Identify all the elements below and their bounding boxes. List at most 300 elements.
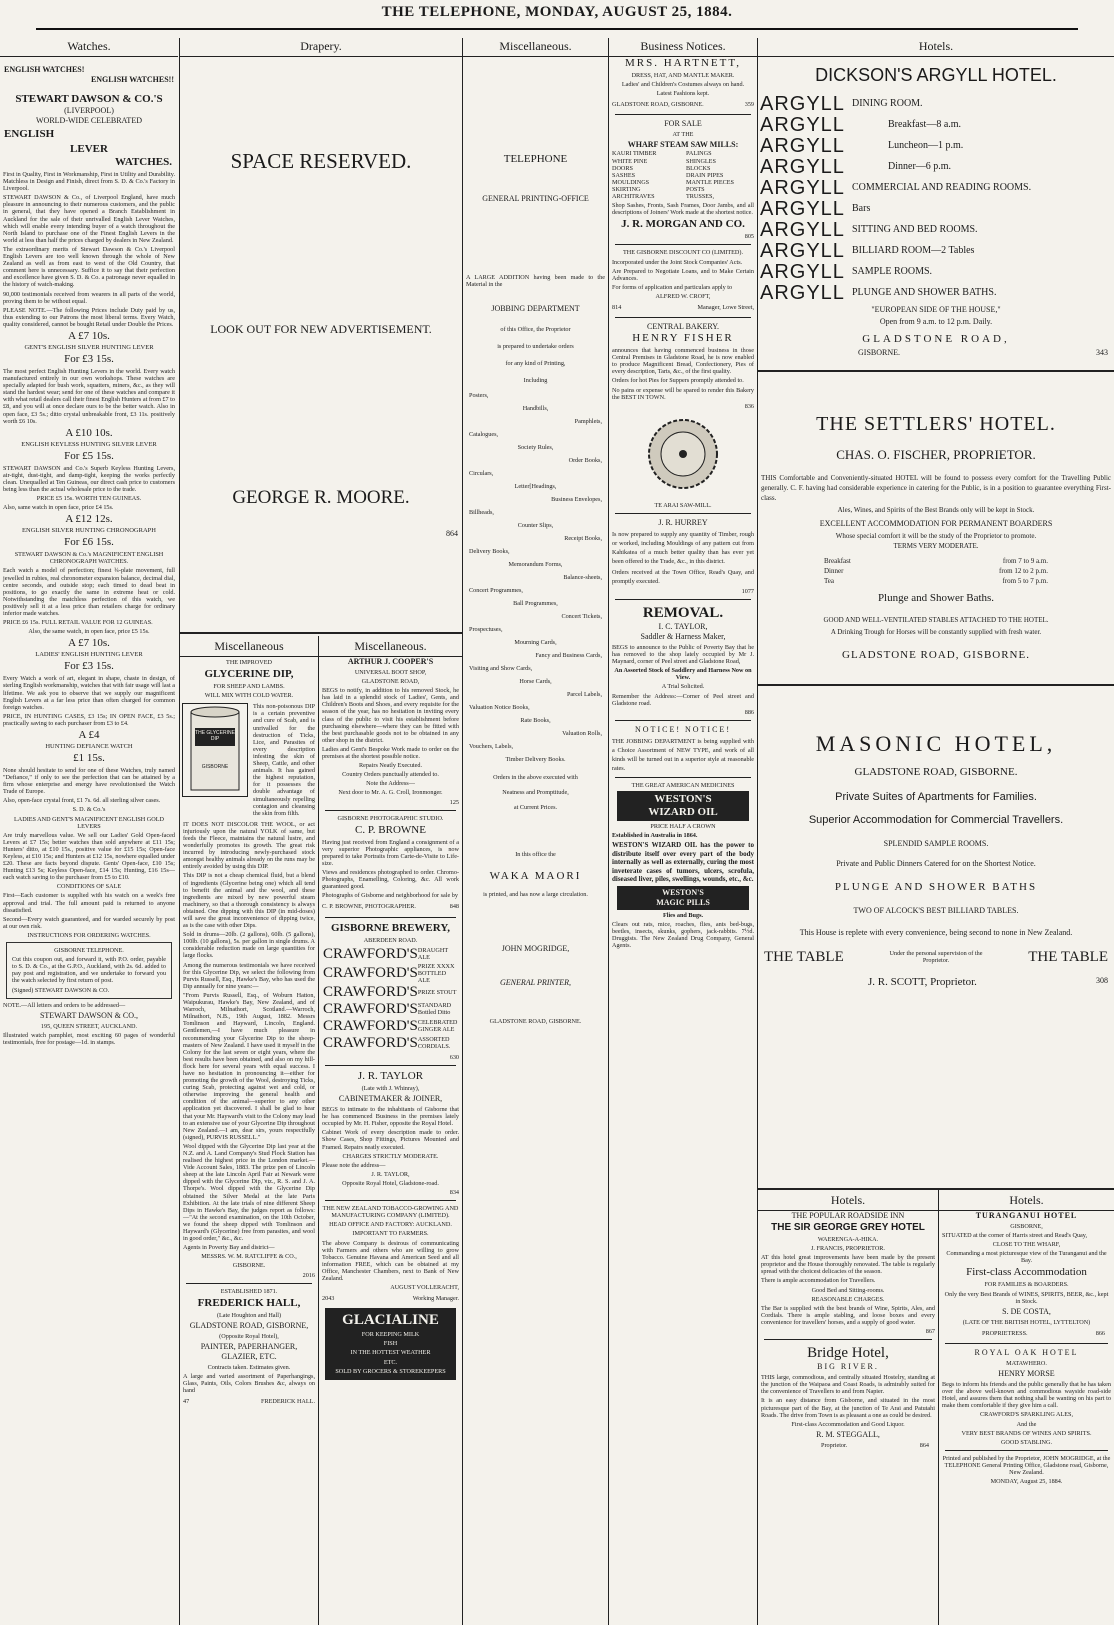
body-text: CRAWFORD'S SPARKLING ALES, [979, 1411, 1074, 1419]
price-heading: A £10 10s. [65, 426, 113, 439]
body-text: In this office the [515, 850, 556, 858]
watch-type: ENGLISH KEYLESS HUNTING SILVER LEVER [21, 440, 157, 448]
body-text: Views and residences photographed to order. Chromo-Photographs, Enamelling, Coloring, &c. All work guaranteed good. [322, 869, 459, 891]
body-text: for any kind of Printing, [505, 360, 566, 368]
body-text: PLUNGE AND SHOWER BATHS [834, 881, 1038, 894]
saw-blade-icon [643, 414, 723, 494]
meal-time: from 5 to 7 p.m. [1002, 577, 1048, 586]
look-out-notice: LOOK OUT FOR NEW ADVERTISEMENT. [210, 322, 432, 336]
address: 195, QUEEN STREET, AUCKLAND. [40, 1022, 138, 1030]
ad-heading: HEAD OFFICE AND FACTORY: AUCKLAND. [329, 1221, 452, 1229]
brewery-row [323, 984, 458, 1001]
body-text: Next door to Mr. A. G. Croll, Ironmonger. [338, 789, 443, 797]
argyll-row [760, 198, 1114, 219]
sale-item: DOORS [612, 164, 633, 172]
body-text: THIS Comfortable and Conveniently-situated HOTEL will be found to possess every comfort for the Travelling Public generally. C. F. having had considerable experience in catering for the Public, is in a position to guarantee everything First-class. [761, 474, 1111, 502]
can-label: THE GLYCERINE DIP [195, 730, 235, 743]
ad-heading: WILL MIX WITH COLD WATER. [204, 692, 294, 700]
signature: JOHN MOGRIDGE, [501, 944, 570, 954]
hall-footer [180, 1396, 318, 1407]
sale-item: SASHES [612, 171, 636, 179]
hotel-name: THE SETTLERS' HOTEL. [816, 413, 1056, 435]
section-header: Hotels. [758, 36, 1114, 57]
ad-number: 864 [919, 1441, 929, 1449]
body-text: It is an easy distance from Gisborne, and situated in the most picturesque part of the Bay, at the junction of Te Arai and Patutahi Roads. The drive from Town is as pleasant a one as could be desired. [761, 1397, 935, 1419]
argyll-row [760, 177, 1114, 198]
can-label: GISBORNE [201, 764, 229, 771]
ad-heading: FOR SALE [664, 119, 702, 129]
ad-heading: HENRY FISHER [632, 332, 734, 345]
section-rule [758, 684, 1114, 686]
rule [615, 599, 751, 600]
brewery-product: PRIZE STOUT [417, 988, 457, 996]
price: For £3 15s. [64, 660, 114, 673]
printing-item: Fancy and Business Cards, [535, 651, 602, 659]
brewery-row [323, 946, 458, 963]
ad-heading: THE POPULAR ROADSIDE INN [791, 1211, 905, 1220]
dip-row [180, 701, 318, 819]
body-text: AT this hotel great improvements have been made by the present proprietor and the House thoroughly renovated. The table is regularly spread with the choicest delicacies of the season. [761, 1254, 935, 1276]
section-subhead: INSTRUCTIONS FOR ORDERING WATCHES. [27, 931, 151, 939]
body-text: BEGS to intimate to the inhabitants of Gisborne that he has commenced Business in the premises lately occupied by Mr. H. Fisher, opposite the Royal Hotel. [322, 1106, 459, 1128]
ad-heading: ARTHUR J. COOPER'S [347, 657, 434, 666]
sale-item: ARCHITRAVES [612, 193, 655, 201]
body-text: First—Each customer is supplied with his watch on a week's free approval and trial. The full amount paid is returned to anyone dissatisfied. [3, 892, 175, 914]
argyll-word: ARGYLL [760, 155, 845, 178]
body-text: There is ample accommodation for Travellers. [761, 1277, 876, 1285]
imprint-date: MONDAY, August 25, 1884. [990, 1478, 1063, 1486]
sale-item: MANTLE PIECES [686, 178, 734, 186]
body-text: Ales, Wines, and Spirits of the Best Brands only will be kept in Stock. [837, 506, 1035, 514]
rule [615, 777, 751, 778]
address: Manager, Lowe Street, [697, 303, 754, 311]
section-rule [758, 370, 1114, 372]
printing-item: Horse Cards, [519, 677, 552, 685]
headline: ENGLISH WATCHES!! [90, 75, 174, 84]
ad-number: 866 [1095, 1329, 1105, 1337]
argyll-word: ARGYLL [760, 260, 845, 283]
ad-number: 343 [1096, 348, 1108, 357]
price-heading: A £7 10s. [68, 329, 110, 342]
body-text: MESSRS. W. M. RATCLIFFE & CO., [201, 1253, 297, 1261]
coupon-title: GISBORNE TELEPHONE. [54, 947, 124, 955]
argyll-row [760, 282, 1114, 303]
body-text: The most perfect English Hunting Levers in the world. Every watch manufactured entirely in our own workshops. These watches are specially adapted for bush work, squatters, miners, &c., as they will stand the hardest wear; send for one of these watches and compare it with what retail dealers call their finest English Hunters at from £7 to £8, and you will at once declare ours to be the better watch. Also in open face, £3 5s.; ditto crystal unbreakable front, £3 11s. positively worth £6 10s. [3, 367, 175, 425]
table-banner: THE TABLE [764, 949, 844, 966]
printing-item: Vouchers, Labels, [469, 742, 514, 750]
ad-heading: GLAZIER, ETC. [221, 1351, 277, 1361]
body-text: "EUROPEAN SIDE OF THE HOUSE," [871, 305, 1001, 314]
meal-name: Breakfast [824, 557, 851, 566]
printing-item: Counter Slips, [517, 521, 554, 529]
signature: FREDERICK HALL. [261, 1398, 315, 1406]
brewery-product: STANDARD Bottled Ditto [417, 1002, 452, 1017]
masthead [0, 0, 1114, 38]
body-text: "From Purvis Russell, Esq., of Woburn Hatton, Waipukurau, Hawke's Bay, New Zealand, and of Warroch, Milnathort, Scotland.—Warroch, Milnathort, N.B., 19th August, 1882. Messrs Tomlinson and Hayward, Lincoln, England. Gentlemen,—I have much pleasure in recommending your Glycerine Dip to the sheep-masters of New Zealand. I have used it myself in the Colony for the last seven or eight years, where the best results have been obtained, and also on my hill-flock here for several years with equal success. I have no hesitation in pronouncing it—either for promoting the growth of the Wool, destroying Ticks, curing Scab, protecting against wet and cold, or otherwise improving the general health and condition of the animal—superior to any other application yet discovered. I shall be glad to hear that your Mr. Hayward's visit to the Colony may lead to an extensive use of your Glycerine Dip throughout New Zealand.—I am, dear sirs, yours respectfully (signed), PURVIS RUSSELL." [183, 991, 315, 1141]
section-header: Miscellaneous. [319, 636, 462, 657]
ad-heading: GISBORNE BREWERY, [330, 921, 451, 934]
hotel-name: ROYAL OAK HOTEL [974, 1347, 1079, 1357]
brewery-row [323, 1001, 458, 1018]
argyll-word: ARGYLL [760, 92, 845, 115]
rule [615, 513, 751, 514]
sale-list [609, 150, 757, 200]
ad-heading: J. R. TAYLOR [357, 1070, 424, 1082]
argyll-row [760, 135, 1114, 156]
printing-item: Delivery Books, [469, 547, 510, 555]
ad-number: 2043 [322, 1295, 335, 1303]
advertiser-name: GEORGE R. MOORE. [232, 487, 410, 508]
table-banner: THE TABLE [1028, 949, 1108, 966]
drapery-section [180, 36, 462, 636]
printing-item: Rate Books, [520, 716, 551, 724]
body-text: Commanding a most picturesque view of the Turanganui and the Bay. [946, 1250, 1107, 1265]
body-text: TERMS VERY MODERATE. [893, 542, 979, 550]
printing-item: Ball Programmes, [513, 599, 558, 607]
ad-number: 2016 [302, 1271, 315, 1279]
body-text: SITUATED at the corner of Harris street and Read's Quay, [942, 1232, 1088, 1240]
body-text: GOOD STABLING. [1000, 1438, 1053, 1446]
argyll-word: ARGYLL [760, 176, 845, 199]
printing-item: Letter[Headings, [514, 482, 557, 490]
body-text: announces that having commenced business in those Central Premises in Gladstone Road, he is now enabled to produce Magnificent Bread, Confectionery, Pies of every description, Tarts, &c., of the first quality. [612, 347, 754, 376]
body-text: (Late with J. Whinray), [361, 1085, 420, 1092]
printing-item: Parcel Labels, [566, 690, 602, 698]
body-text: The extraordinary merits of Stewart Dawson & Co.'s Liverpool English Levers are too well known through the whole of New Zealand as well as from east to west of the Old Country, that comment here is unnecessary. Suffice it to say that their perfection and excellence have given S. D. & Co. a patronage never equalled in the history of watch-making. [3, 245, 175, 289]
address: GLADSTONE ROAD, GISBORNE. [842, 649, 1030, 662]
brewery-brand: CRAWFORD'S [323, 1034, 418, 1051]
proprietor: S. DE COSTA, [1002, 1306, 1051, 1316]
brewery-row [323, 963, 458, 984]
hotels-lower-left [758, 1190, 938, 1625]
body-text: at Current Prices. [513, 803, 558, 811]
price-heading: A £7 10s. [68, 637, 110, 650]
address: MATAWHERO. [1006, 1359, 1047, 1367]
body-text: NOTE.—All letters and orders to be addressed— [3, 1001, 126, 1009]
body-text: No pains or expense will be spared to render this Bakery the BEST IN TOWN. [612, 386, 754, 401]
ad-number: 836 [744, 402, 754, 410]
ad-number: 886 [744, 708, 754, 716]
brewery-product: CELEBRATED GINGER ALE [417, 1019, 458, 1034]
printing-item: Visiting and Show Cards, [469, 664, 533, 672]
photo-footer [319, 901, 462, 912]
price: For £6 15s. [64, 536, 114, 549]
ad-heading: FOR SHEEP AND LAMBS. [213, 683, 285, 691]
firm-name: STEWART DAWSON & CO.'S [15, 93, 163, 105]
ad-heading: GLADSTONE ROAD, [361, 678, 420, 686]
body-text: CHARGES STRICTLY MODERATE. [342, 1152, 439, 1160]
sale-item: KAURI TIMBER [612, 150, 657, 158]
body-text: THE JOBBING DEPARTMENT is being supplied with a Choice Assortment of NEW TYPE, and work of all kinds will be turned out in a superior style at reasonable rates. [612, 737, 754, 772]
bridge-footer [818, 1440, 932, 1451]
printing-item: Posters, [469, 391, 489, 399]
body-text: None should hesitate to send for one of these Watches, truly named "Defiance," if only to see the perfection that can be attained by a firm whose enterprise and energy have revolutionised the Watch Trade of Europe. [3, 766, 175, 796]
sale-list-left [609, 150, 683, 200]
section-header: Drapery. [180, 36, 462, 57]
brewery-row [323, 1035, 458, 1052]
section-rule [180, 632, 462, 634]
body-text: Repairs Neatly Executed. [358, 762, 423, 770]
body-text: Including [523, 377, 548, 385]
printing-item: Circulars, [469, 469, 494, 477]
printing-item: Society Rules, [517, 443, 554, 451]
body-text: IN THE HOTTEST WEATHER [350, 1349, 431, 1357]
headline: WATCHES. [115, 156, 172, 168]
ad-heading: Flies and Bugs. [662, 911, 704, 919]
order-coupon [6, 942, 172, 999]
address: GISBORNE, [1010, 1223, 1043, 1230]
body-text: ETC. [383, 1358, 398, 1366]
price-heading: A £4 [78, 728, 100, 741]
price: For £3 15s. [64, 352, 114, 365]
body-text: And the [1016, 1420, 1037, 1428]
address: GLADSTONE ROAD, GISBORNE. [612, 101, 704, 109]
printing-item: Receipt Books, [564, 534, 602, 542]
body-text: Superior Accommodation for Commercial Travellers. [808, 814, 1064, 827]
meal-row [824, 576, 1048, 586]
brewery-brand: CRAWFORD'S [323, 983, 418, 1000]
proprietor: HENRY MORSE [998, 1369, 1055, 1379]
meal-row [824, 566, 1048, 576]
rule [325, 1200, 456, 1201]
address: GLADSTONE ROAD, GISBORNE, [189, 1320, 309, 1330]
body-text: A Drinking Trough for Horses will be constantly supplied with fresh water. [830, 628, 1042, 637]
meal-name: Dinner [824, 567, 844, 576]
section-header: Watches. [0, 36, 178, 57]
body-text: Incorporated under the Joint Stock Companies' Acts. [612, 258, 743, 266]
wizard-oil-banner [617, 791, 749, 821]
body-text: Plunge and Shower Baths. [877, 592, 995, 605]
meal-row [824, 556, 1048, 566]
hotel-name: THE SIR GEORGE GREY HOTEL [771, 1222, 925, 1233]
glacialine-ad [325, 1308, 456, 1379]
body-text: (Opposite Royal Hotel), [219, 1332, 279, 1340]
meal-name: Tea [824, 577, 835, 586]
ad-heading: FREDERICK HALL, [197, 1296, 301, 1309]
ad-heading: THE IMPROVED [226, 659, 272, 666]
body-text: Proprietor. [821, 1441, 848, 1449]
body-text: Orders received at the Town Office, Read's Quay, and promptly executed. [612, 568, 754, 585]
ad-heading: I. C. TAYLOR, [658, 622, 708, 631]
body-text: REASONABLE CHARGES. [811, 1295, 885, 1303]
ad-heading: ESTABLISHED 1871. [220, 1287, 278, 1295]
printing-list [463, 389, 608, 766]
sale-item: SHINGLES [686, 157, 716, 165]
sale-item: WHITE PINE [612, 157, 648, 165]
printing-item: Catalogues, [469, 430, 499, 438]
body-text: This non-poisonous DIP is a certain preventive and cure of Scab, and is unrivalled for the destruction of Ticks, Lice, and Parasites of every description infesting the skin of Sheep, Cattle, and other animals. It has gained the highest reputation, for it possesses the double advantage of simultaneously repelling contagion and cleansing the skin from filth. [253, 703, 315, 817]
misc-printing-column [463, 36, 608, 1625]
body-text: Cabinet Work of every description made to order. Show Cases, Shop Fittings, Pictures Mounted and Framed. Repairs neatly executed. [322, 1129, 459, 1151]
printing-item: Balance-sheets, [563, 573, 602, 581]
body-text: THIS large, commodious, and centrally situated Hostelry, standing at the junction of the Waipaoa and Coast Roads, is admirably suited for the convenience of Travellers to and from Napier. [761, 1374, 935, 1396]
ad-number: 125 [449, 798, 459, 806]
sale-item: PALINGS [686, 150, 712, 158]
body-text: Also, the same watch, in open face, price £5 15s. [28, 628, 150, 636]
printing-item: Handbills, [522, 404, 549, 412]
body-text: IT DOES NOT DISCOLOR THE WOOL, or act injuriously upon the natural YOLK of same, but feeds the Fleece, maintains the natural lustre, and wonderfully promotes its growth. The great risk incurred by introducing newly-purchased stock amongst healthy animals already on the runs may be entirely avoided by using this DIP. [183, 820, 315, 871]
body-text: Private Suites of Apartments for Families. [835, 791, 1037, 804]
ad-number: 805 [744, 233, 754, 241]
body-text: FOR KEEPING MILK [361, 1331, 420, 1339]
body-text: Orders for hot Pies for Suppers promptly attended to. [612, 377, 744, 385]
ad-heading: THE GISBORNE DISCOUNT CO (LIMITED). [622, 249, 744, 257]
body-text: The Bar is supplied with the best brands of Wine, Spirits, Ales, and Cordials. There is ample stabling, and loose boxes and every convenience for travellers' horses, and a supply of good water. [761, 1304, 935, 1326]
section-header: Miscellaneous [180, 636, 318, 657]
rule [615, 244, 751, 245]
address: BIG RIVER. [817, 1362, 879, 1372]
body-text: Good Bed and Sitting-rooms. [811, 1286, 885, 1294]
rule [186, 1283, 312, 1284]
body-text: Also, open-face crystal front, £1 7s. 6d. all sterling silver cases. [3, 797, 161, 805]
headline: ENGLISH WATCHES! [4, 65, 85, 74]
proprietor: J. R. SCOTT, Proprietor. [868, 976, 977, 989]
space-reserved: SPACE RESERVED. [230, 149, 412, 173]
ad-heading: THE GREAT AMERICAN MEDICINES [631, 781, 735, 789]
body-text: LADIES AND GENT'S MAGNIFICENT ENGLISH GOLD LEVERS [13, 815, 164, 830]
body-text: A LARGE ADDITION having been made to the Material in the [466, 274, 605, 289]
masonic-footer [868, 976, 1108, 989]
saw-blade-illustration [609, 414, 757, 498]
ad-heading: GLYCERINE DIP, [204, 668, 294, 681]
headline: LEVER [70, 143, 108, 155]
argyll-row [760, 114, 1114, 135]
body-text: Open from 9 a.m. to 12 p.m. Daily. [879, 317, 993, 326]
ad-heading: GENERAL PRINTING-OFFICE [482, 194, 589, 203]
body-text: (Late Houghton and Hall) [216, 1311, 282, 1319]
proprietor: CHAS. O. FISCHER, PROPRIETOR. [836, 447, 1036, 462]
body-text: Every Watch a work of art, elegant in shape, chaste in design, of sterling English workmanship, watches that with fair usage will last a lifetime. We ask you to observe that we supply our magnificent English Levers at a far less price than often charged for common foreign watches. [3, 675, 176, 711]
body-text: Are Prepared to Negotiate Loans, and to Make Certain Advances. [612, 267, 754, 282]
brand-name: WIZARD OIL [648, 805, 718, 818]
price: For £5 15s. [64, 449, 114, 462]
body-text: Among the numerous testimonials we have received for this Glycerine Dip, we select the following from Purvis Russell, Esq., Hawke's Bay, who has used the Dip annually for nine years:— [183, 961, 315, 990]
dip-can-icon [183, 704, 247, 796]
tobacco-footer [319, 1293, 462, 1304]
argyll-list [760, 93, 1114, 303]
ad-number: 814 [612, 303, 622, 311]
ad-heading: Saddler & Harness Maker, [640, 632, 726, 641]
section-header: Business Notices. [609, 36, 757, 57]
imprint: Printed and published by the Proprietor, JOHN MOGRIDGE, at the TELEPHONE General Printing Office, Gladstone road, Gisborne, New Zealand. [942, 1454, 1111, 1476]
sale-item: POSTS [686, 185, 705, 193]
dickson-footer [858, 348, 1108, 358]
body-text: GISBORNE. [232, 1262, 266, 1270]
sale-item: DRAIN PIPES [686, 171, 724, 179]
ad-heading: CABINETMAKER & JOINER, [338, 1094, 443, 1104]
body-text: (LATE OF THE BRITISH HOTEL, LYTTELTON) [962, 1318, 1091, 1326]
body-text: Under the personal supervision of the Proprietor. [889, 950, 983, 965]
hotels-section [758, 36, 1114, 1188]
address: GLADSTONE ROAD, [862, 333, 1010, 345]
body-text: Contracts taken. Estimates given. [207, 1363, 291, 1371]
section-subhead: CONDITIONS OF SALE [56, 883, 122, 891]
ad-heading: C. P. BROWNE [355, 823, 426, 836]
ad-heading: PAINTER, PAPERHANGER, [200, 1341, 298, 1351]
body-text: Latest Fashions kept. [656, 90, 710, 98]
body-text: Remember the Address:—Corner of Peel street and Gladstone road. [612, 692, 754, 707]
body-text: Neatness and Promptitude, [502, 788, 569, 796]
signature: C. P. BROWNE, PHOTOGRAPHER. [322, 903, 416, 911]
argyll-feature: Dinner—6 p.m. [888, 160, 952, 172]
ad-heading: GLACIALINE [342, 1312, 439, 1329]
price: £1 15s. [73, 751, 105, 764]
body-text: Note the Address— [366, 780, 415, 788]
turanganui-footer [979, 1328, 1108, 1339]
brand-name: WESTON'S [654, 792, 712, 805]
body-text: Each watch a model of perfection; finest ¾-plate movement, full jewelled in rubies, real chronometer expansion balance, decimal dial, centre seconds, and outside stop; each timed to dead beat in positions, to go exactly the same in extreme heat or cold. Notwithstanding the matchless perfection of this watch, we positively sell it at a less price than retailers charge for ordinary inferior made watches. [3, 567, 175, 618]
hartnett-footer [609, 99, 757, 110]
printing-item: Memorandum Forms, [508, 560, 563, 568]
signature: GENERAL PRINTER, [500, 978, 571, 988]
body-text: Also, same watch in open face, price £4 15s. [3, 504, 114, 512]
brewery-product: ASSORTED CORDIALS. [417, 1036, 451, 1051]
argyll-word: ARGYLL [760, 281, 845, 304]
body-text: is printed, and has now a large circulation. [483, 890, 588, 898]
sale-item: SKIRTING [612, 185, 641, 193]
signature: J. R. MORGAN AND CO. [621, 218, 745, 231]
ad-number: 1077 [741, 587, 754, 595]
argyll-feature: SAMPLE ROOMS. [852, 265, 933, 277]
argyll-feature: Bars [852, 202, 871, 214]
address: WAERENGA-A-HIKA. [817, 1236, 879, 1243]
ad-heading: J. R. HURREY [658, 517, 708, 527]
coupon-text: Cut this coupon out, and forward it, with P.O. order, payable to S. D. & Co., at the G.P.O., Auckland, with 2s. 6d. added to pay post and registration, and we undertake to forward you the watch selected by first return of post. [12, 956, 166, 985]
section-header: Hotels. [939, 1190, 1114, 1211]
argyll-row [760, 261, 1114, 282]
brand-name: MAGIC PILLS [656, 897, 710, 907]
argyll-feature: DINING ROOM. [852, 97, 923, 109]
body-text: FISH [383, 1340, 398, 1348]
hotel-name: MASONIC HOTEL, [815, 731, 1057, 757]
argyll-word: ARGYLL [760, 197, 845, 220]
ad-heading: TELEPHONE [503, 153, 568, 165]
printing-item: Billheads, [469, 508, 494, 516]
brand-name: WESTON'S [662, 887, 704, 897]
misc-mid-column [319, 636, 462, 1625]
body-text: Photographs of Gisborne and neighborhood for sale by [322, 892, 458, 900]
coupon-signature: (Signed) STEWART DAWSON & CO. [12, 986, 110, 994]
body-text: Orders in the above executed with [493, 773, 578, 781]
body-text: 90,000 testimonials received from wearers in all parts of the world, proving them to be without equal. [3, 290, 175, 305]
body-text: Whose special comfort it will be the study of the Proprietor to promote. [835, 532, 1037, 540]
body-text: This DIP is not a cheap chemical fluid, but a blend of ingredients (Glycerine being one) which all tend to benefit the animal and the wool, and these ingredients are mixed by new powerful steam machinery, so that a thorough consistency is always obtained. One dipping with this DIP (in mid-doses) will save the great inconvenience of dipping twice, as is the case with other Dips. [183, 872, 315, 930]
ad-heading: DRESS, HAT, AND MANTLE MAKER. [631, 72, 735, 79]
argyll-feature: BILLIARD ROOM—2 Tables [852, 244, 975, 256]
ad-number: 867 [925, 1328, 935, 1336]
printing-item: Valuation Rolls, [562, 729, 602, 737]
ad-number: 308 [1096, 976, 1108, 986]
body-text: AT THE [672, 131, 694, 139]
rule [325, 810, 456, 811]
brewery-brand: CRAWFORD'S [323, 945, 418, 962]
body-text: GOOD AND WELL-VENTILATED STABLES ATTACHED TO THE HOTEL. [823, 616, 1049, 625]
rule [764, 1339, 932, 1340]
address: GLADSTONE ROAD, GISBORNE. [489, 1018, 582, 1026]
hotel-name: DICKSON'S ARGYLL HOTEL. [815, 65, 1057, 85]
price-heading: A £12 12s. [65, 513, 113, 526]
body-text: Private and Public Dinners Catered for on the Shortest Notice. [836, 859, 1036, 869]
body-text: BEGS to notify, in addition to his removed Stock, he has laid in a splendid stock of Ladies', Gents, and Children's Boots and Shoes, and every requisite for the season of the year, has no hesitation in inviting every class of the public to visit his establishment before purchasing elsewhere—where they can be fitted with the best purchasable goods not to be obtained in any other shop in the district. [322, 687, 459, 744]
argyll-feature: Breakfast—8 a.m. [888, 118, 962, 130]
argyll-feature: PLUNGE AND SHOWER BATHS. [852, 286, 997, 298]
body-text: Agents in Poverty Bay and district— [183, 1244, 275, 1252]
rule [325, 917, 456, 918]
meal-time: from 12 to 2 p.m. [999, 567, 1048, 576]
ad-heading: NOTICE! NOTICE! [635, 724, 731, 734]
printing-item: Timber Delivery Books. [505, 755, 566, 763]
proprietor: J. FRANCIS, PROPRIETOR. [811, 1245, 885, 1253]
